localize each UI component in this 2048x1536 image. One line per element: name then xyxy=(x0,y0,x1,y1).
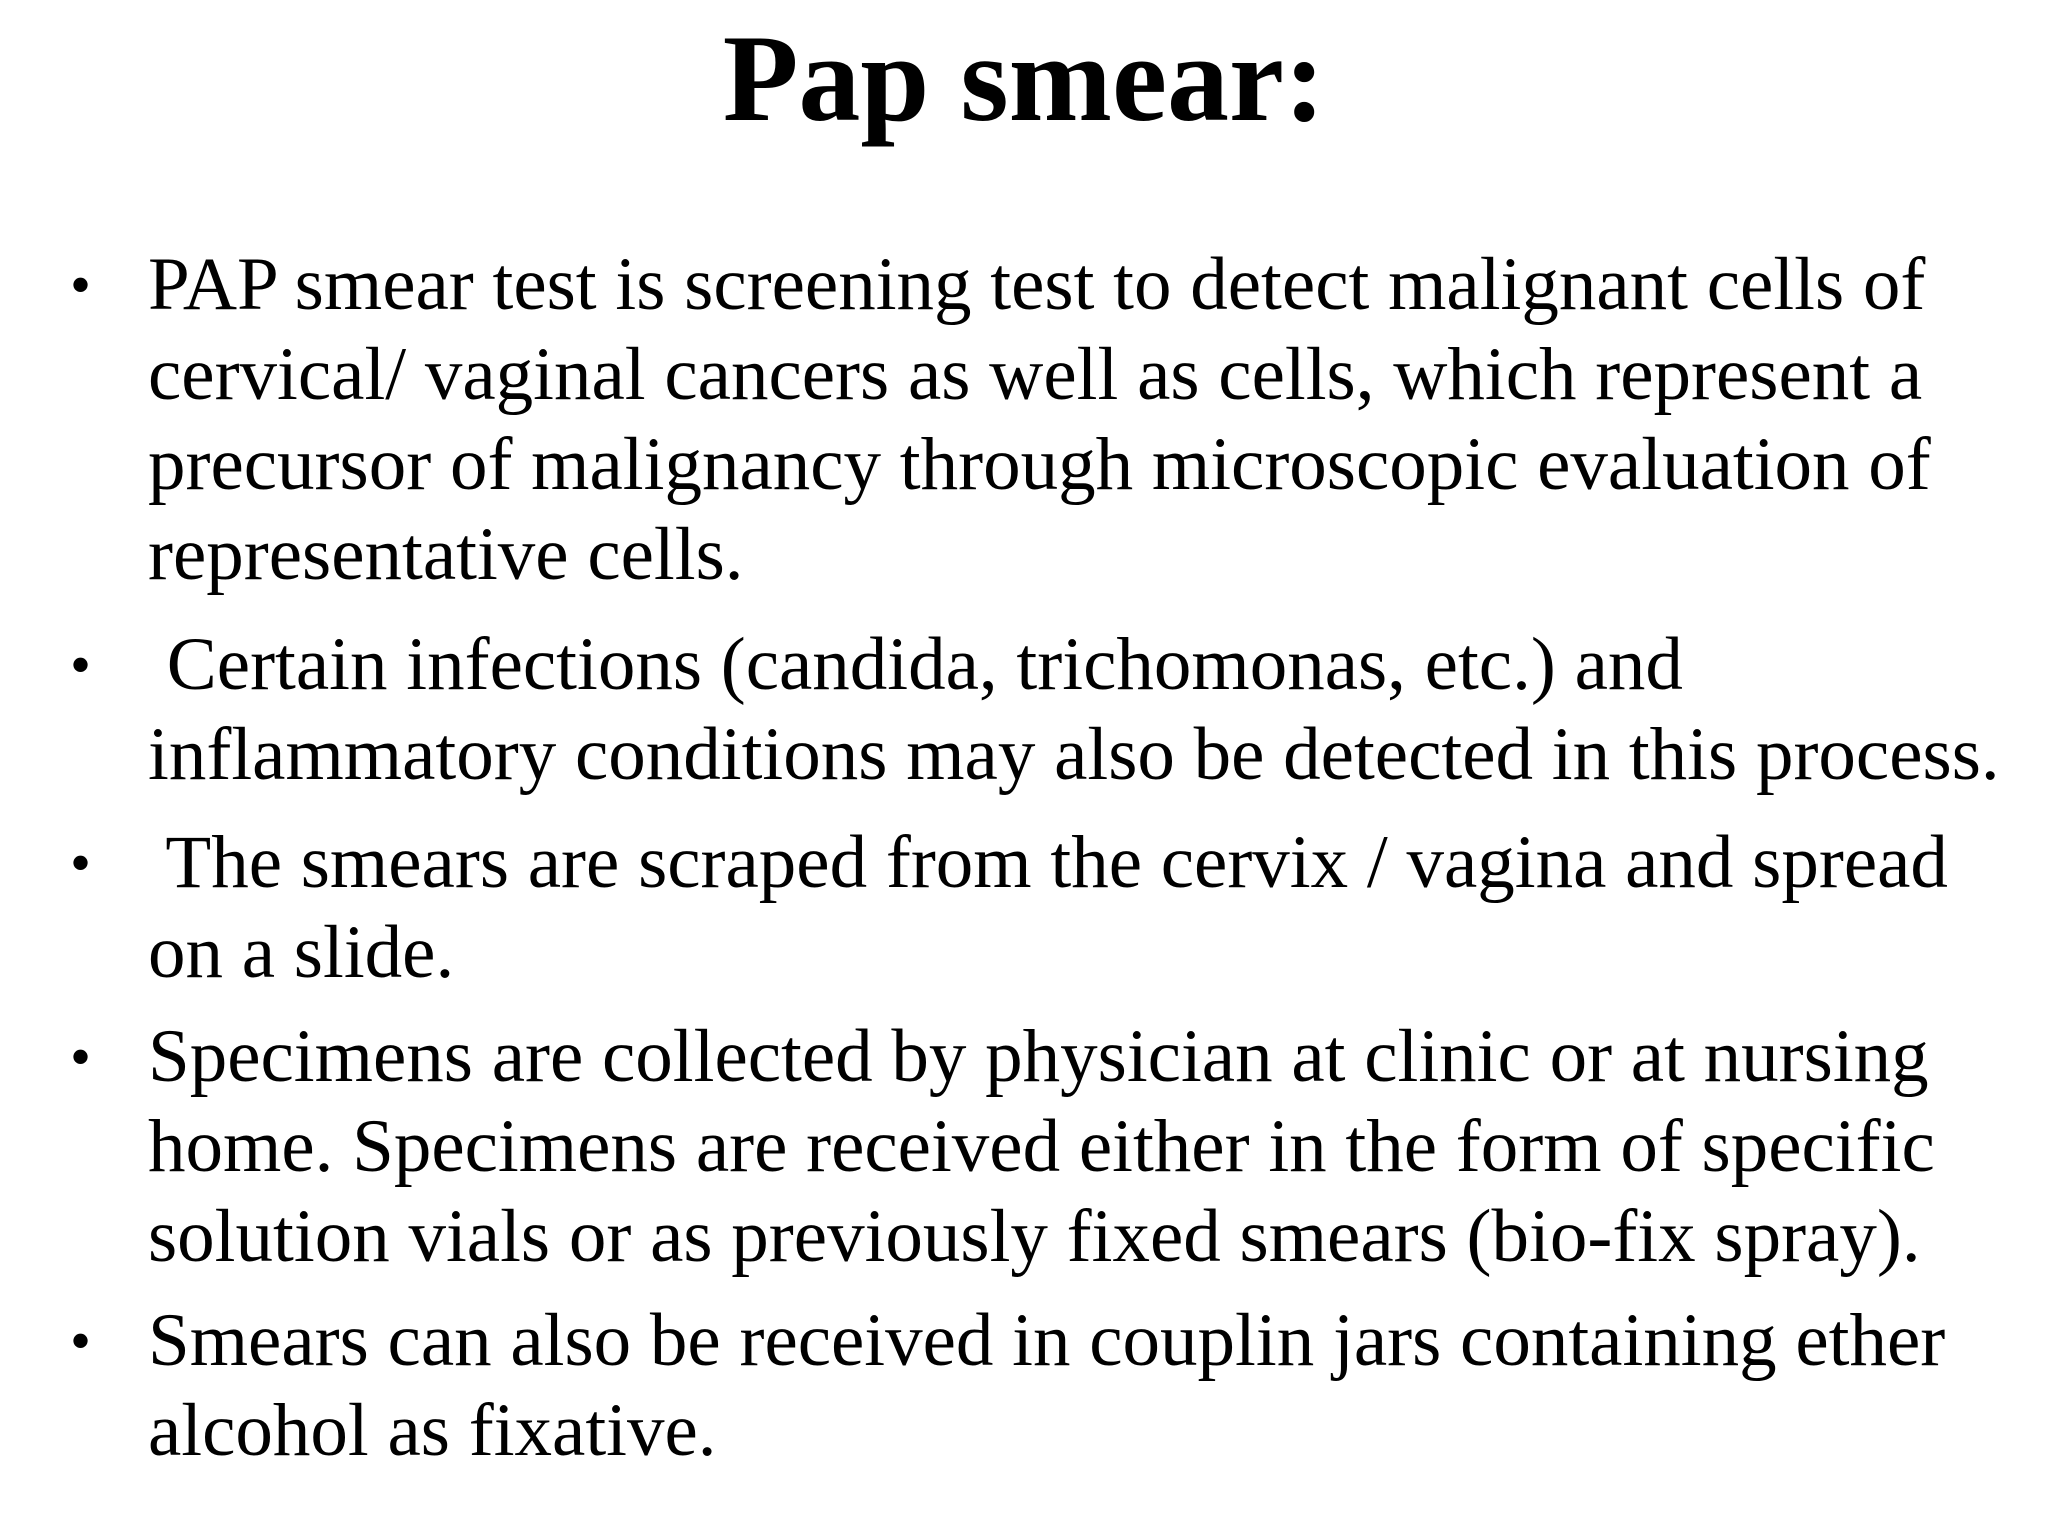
bullet-line: solution vials or as previously fixed smears (bio-fix spray). xyxy=(148,1195,1921,1278)
bullet-line: representative cells. xyxy=(148,513,744,596)
bullet-marker: • xyxy=(70,252,92,318)
bullet-line: Smears can also be received in couplin jars containing ether xyxy=(148,1299,1946,1382)
bullet-text xyxy=(148,620,2028,800)
bullet-line: Specimens are collected by physician at clinic or at nursing xyxy=(148,1015,1929,1098)
bullet-marker: • xyxy=(70,1308,92,1374)
bullet-marker: • xyxy=(70,1024,92,1090)
bullet-marker: • xyxy=(70,830,92,896)
bullet-line: The smears are scraped from the cervix / vagina and spread xyxy=(148,821,1948,904)
bullet-line: cervical/ vaginal cancers as well as cells, which represent a xyxy=(148,333,1923,416)
bullet-marker: • xyxy=(70,632,92,698)
bullet-text xyxy=(148,1296,2028,1476)
bullet-line: on a slide. xyxy=(148,911,455,994)
bullet-text xyxy=(148,1012,2028,1282)
bullet-line: alcohol as fixative. xyxy=(148,1389,717,1472)
bullet-line: PAP smear test is screening test to detect malignant cells of xyxy=(148,243,1926,326)
bullet-text xyxy=(148,240,2028,600)
bullet-line: Certain infections (candida, trichomonas, etc.) and xyxy=(148,623,1683,706)
bullet-line: home. Specimens are received either in the form of specific xyxy=(148,1105,1935,1188)
slide-title: Pap smear: xyxy=(722,10,1326,147)
bullet-line: precursor of malignancy through microscopic evaluation of xyxy=(148,423,1931,506)
bullet-line: inflammatory conditions may also be detected in this process. xyxy=(148,713,2000,796)
bullet-text xyxy=(148,818,2028,998)
